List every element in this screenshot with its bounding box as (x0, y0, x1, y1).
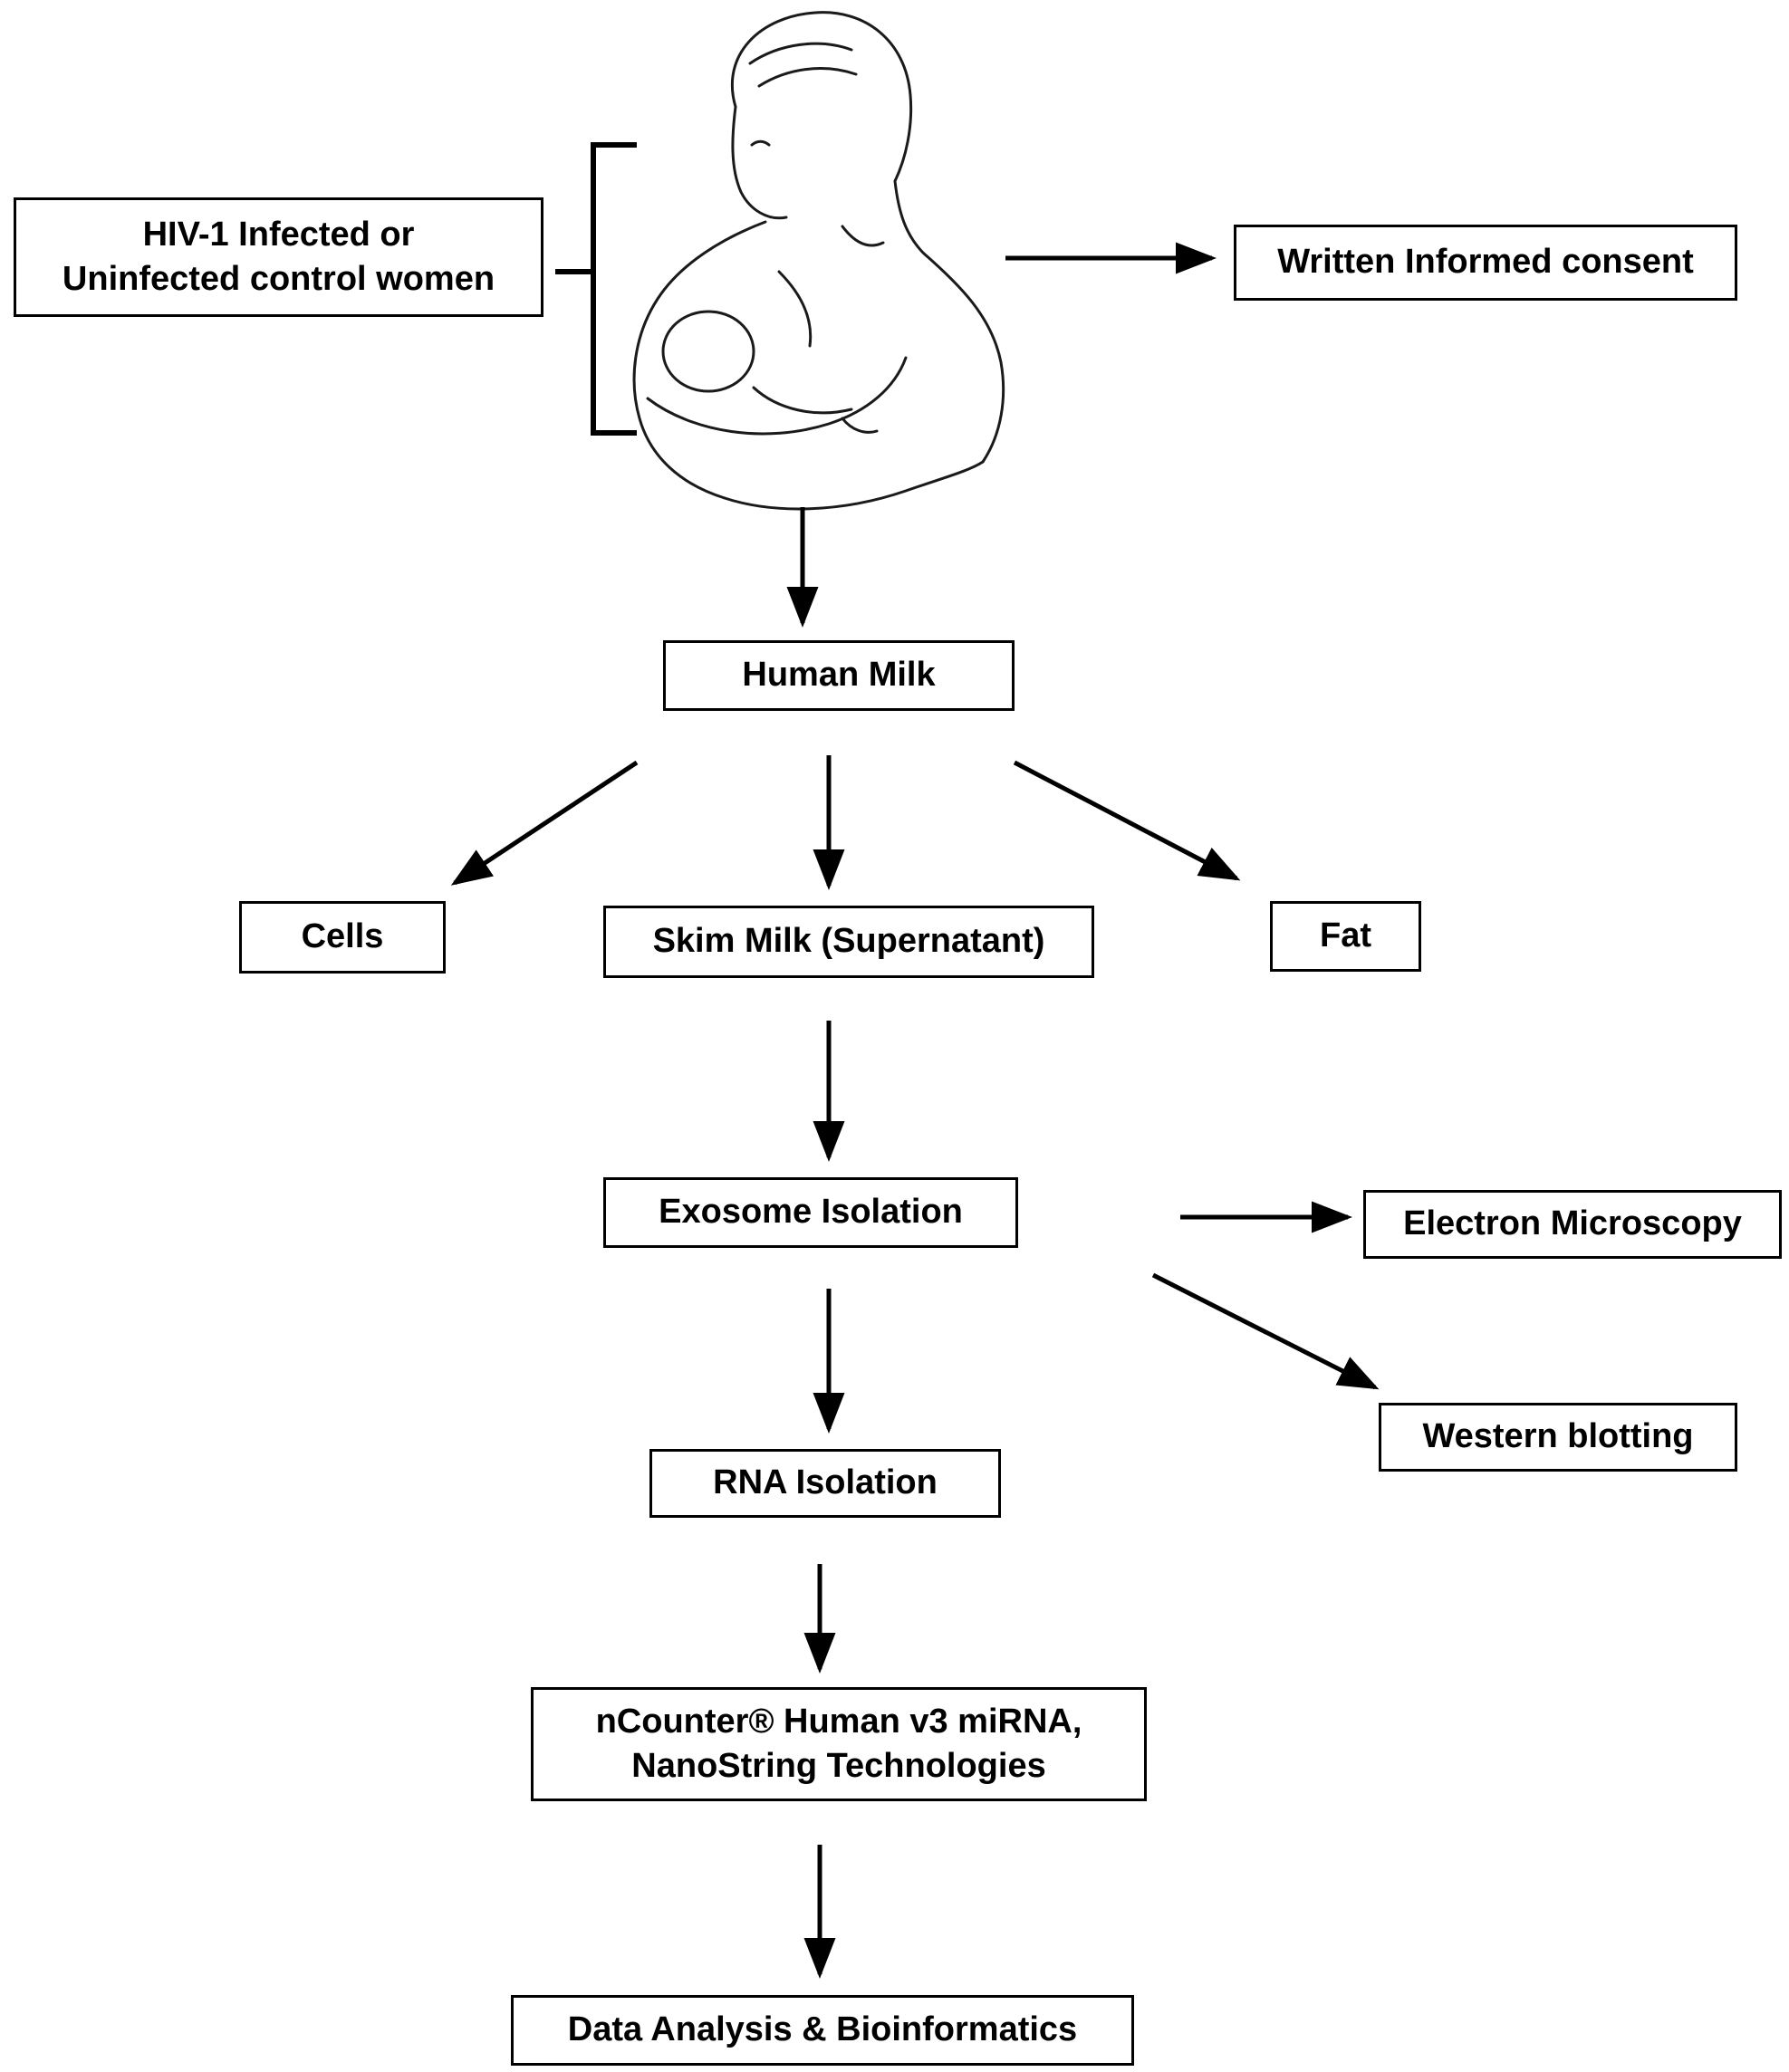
population-line2: Uninfected control women (62, 260, 495, 298)
rna-isolation-box (649, 1449, 1001, 1518)
data-analysis-label: Data Analysis & Bioinformatics (567, 2010, 1078, 2049)
western-blotting-box (1379, 1403, 1737, 1472)
cells-label: Cells (301, 917, 384, 956)
rna-isolation-label: RNA Isolation (713, 1463, 938, 1502)
arrow-milk-to-fat (1015, 763, 1236, 878)
human-milk-label: Human Milk (742, 656, 936, 695)
ncounter-line1: nCounter® Human v3 miRNA, (595, 1702, 1082, 1741)
mother-breastfeeding-sketch (634, 13, 1004, 509)
cells-box (239, 901, 446, 974)
skim-milk-box (603, 906, 1094, 978)
population-bracket (558, 145, 634, 433)
human-milk-box (663, 640, 1015, 711)
western-blotting-label: Western blotting (1422, 1417, 1694, 1456)
population-line1: HIV-1 Infected or (142, 215, 415, 254)
fat-box (1270, 901, 1421, 972)
exosome-isolation-label: Exosome Isolation (659, 1193, 963, 1232)
electron-microscopy-label: Electron Microscopy (1403, 1204, 1742, 1243)
arrow-exosome-to-western-blotting (1153, 1275, 1375, 1387)
exosome-isolation-box (603, 1177, 1018, 1248)
electron-microscopy-box (1363, 1190, 1782, 1259)
data-analysis-box (511, 1995, 1134, 2066)
ncounter-line2: NanoString Technologies (631, 1747, 1046, 1785)
fat-label: Fat (1320, 916, 1371, 955)
skim-milk-label: Skim Milk (Supernatant) (652, 922, 1045, 961)
consent-box (1234, 225, 1737, 301)
baby-head (663, 312, 754, 391)
population-box (14, 197, 543, 317)
ncounter-box (531, 1687, 1147, 1801)
consent-label: Written Informed consent (1277, 243, 1694, 282)
arrow-milk-to-cells (455, 763, 637, 883)
